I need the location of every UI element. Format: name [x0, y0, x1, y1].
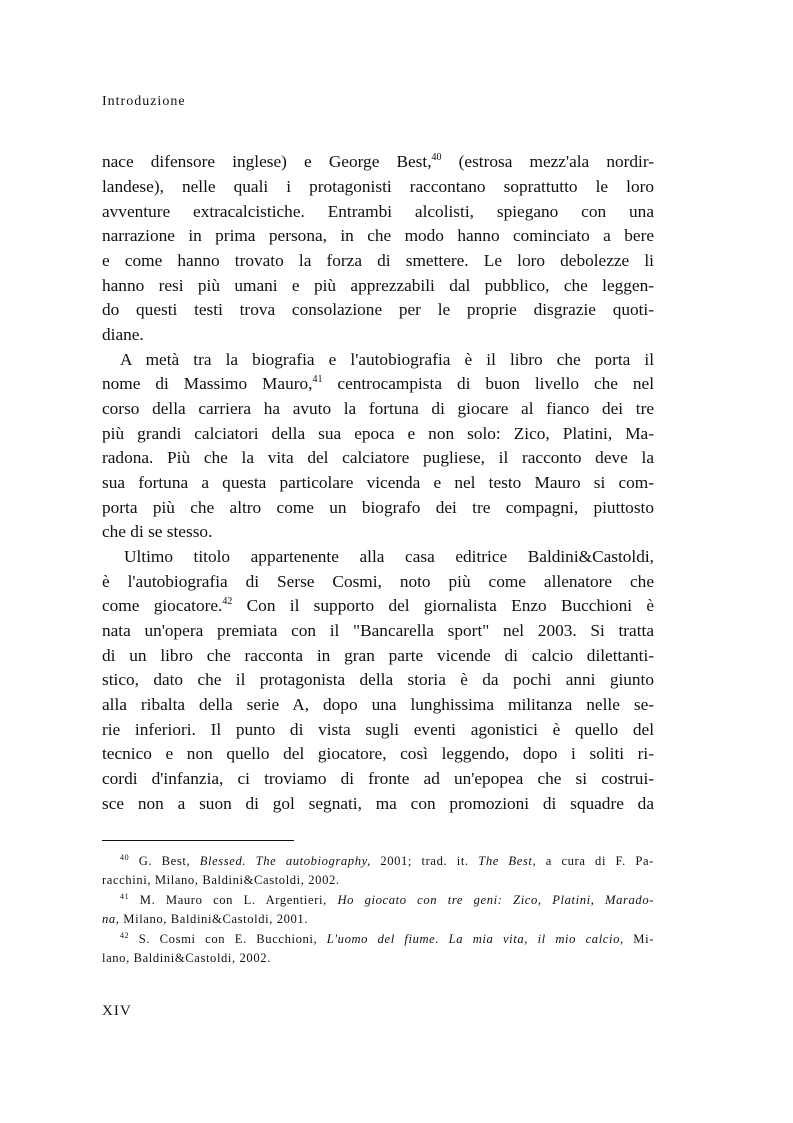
body-line: stico, dato che il protagonista della storia è da pochi anni giunto: [102, 670, 654, 689]
footnote-ref[interactable]: 40: [431, 152, 442, 164]
footnote-number: 42: [120, 930, 130, 940]
body-line: che di se stesso.: [102, 522, 213, 541]
body-line: nata un'opera premiata con il "Bancarella sport" nel 2003. Si tratta: [102, 621, 654, 640]
footnote-line: $^{42}$ S. Cosmi con E. Bucchioni, L'uomo del fiume. La mia vita, il mio calcio, Mi-: [120, 930, 654, 946]
body-line: e come hanno trovato la forza di smettere. Le loro debolezze li: [102, 251, 654, 270]
body-line: rie inferiori. Il punto di vista sugli eventi agonistici è quello del: [102, 720, 654, 739]
body-line: nome di Massimo Mauro,$^{41}$ centrocampista di buon livello che nel: [102, 374, 654, 393]
running-title: Introduzione: [102, 94, 186, 109]
body-line: è l'autobiografia di Serse Cosmi, noto più come allenatore che: [102, 572, 654, 591]
footnote-number: 41: [120, 891, 130, 901]
body-line: nace difensore inglese) e George Best,$^{40}$ (estrosa mezz'ala nordir-: [102, 152, 654, 171]
footnote-separator: [102, 840, 294, 841]
body-line: porta più che altro come un biografo dei tre compagni, piuttosto: [102, 498, 654, 517]
body-line: narrazione in prima persona, in che modo hanno cominciato a bere: [102, 226, 654, 245]
footnote-ref[interactable]: 42: [222, 596, 233, 608]
footnote-line: $^{40}$ G. Best, Blessed. The autobiography, 2001; trad. it. The Best, a cura di F. Pa-: [120, 852, 654, 868]
body-line: A metà tra la biografia e l'autobiografia è il libro che porta il: [120, 350, 654, 369]
body-line: sce non a suon di gol segnati, ma con promozioni di squadre da: [102, 794, 654, 813]
body-line: diane.: [102, 325, 144, 344]
footnote-line: $^{41}$ M. Mauro con L. Argentieri, Ho giocato con tre geni: Zico, Platini, Marado-: [120, 891, 655, 907]
body-line: tecnico e non quello del giocatore, così leggendo, dopo i soliti ri-: [102, 744, 654, 763]
footnote-line: racchini, Milano, Baldini&Castoldi, 2002.: [102, 873, 340, 887]
body-line: di un libro che racconta in gran parte vicende di calcio dilettanti-: [102, 646, 654, 665]
body-line: hanno resi più umani e più apprezzabili dal pubblico, che leggen-: [102, 276, 654, 295]
body-line: radona. Più che la vita del calciatore pugliese, il racconto deve la: [102, 448, 654, 467]
body-line: sua fortuna a questa particolare vicenda e nel testo Mauro si com-: [102, 473, 654, 492]
footnote-line: lano, Baldini&Castoldi, 2002.: [102, 951, 271, 965]
body-line: cordi d'infanzia, ci troviamo di fronte ad un'epopea che si costrui-: [102, 769, 654, 788]
footnote-line: na, Milano, Baldini&Castoldi, 2001.: [102, 912, 309, 926]
footnote-ref[interactable]: 41: [312, 374, 323, 386]
page-number: XIV: [102, 1003, 132, 1019]
body-line: do questi testi trova consolazione per le proprie disgrazie quoti-: [102, 300, 654, 319]
footnote-number: 40: [120, 852, 130, 862]
body-line: più grandi calciatori della sua epoca e non solo: Zico, Platini, Ma-: [102, 424, 654, 443]
body-line: Ultimo titolo appartenente alla casa editrice Baldini&Castoldi,: [124, 547, 654, 566]
body-line: come giocatore.$^{42}$ Con il supporto del giornalista Enzo Bucchioni è: [102, 596, 654, 615]
body-line: avventure extracalcistiche. Entrambi alcolisti, spiegano con una: [102, 202, 654, 221]
body-line: alla ribalta della serie A, dopo una lunghissima militanza nelle se-: [102, 695, 654, 714]
body-line: corso della carriera ha avuto la fortuna di giocare al fianco dei tre: [102, 399, 654, 418]
body-line: landese), nelle quali i protagonisti raccontano soprattutto le loro: [102, 177, 654, 196]
